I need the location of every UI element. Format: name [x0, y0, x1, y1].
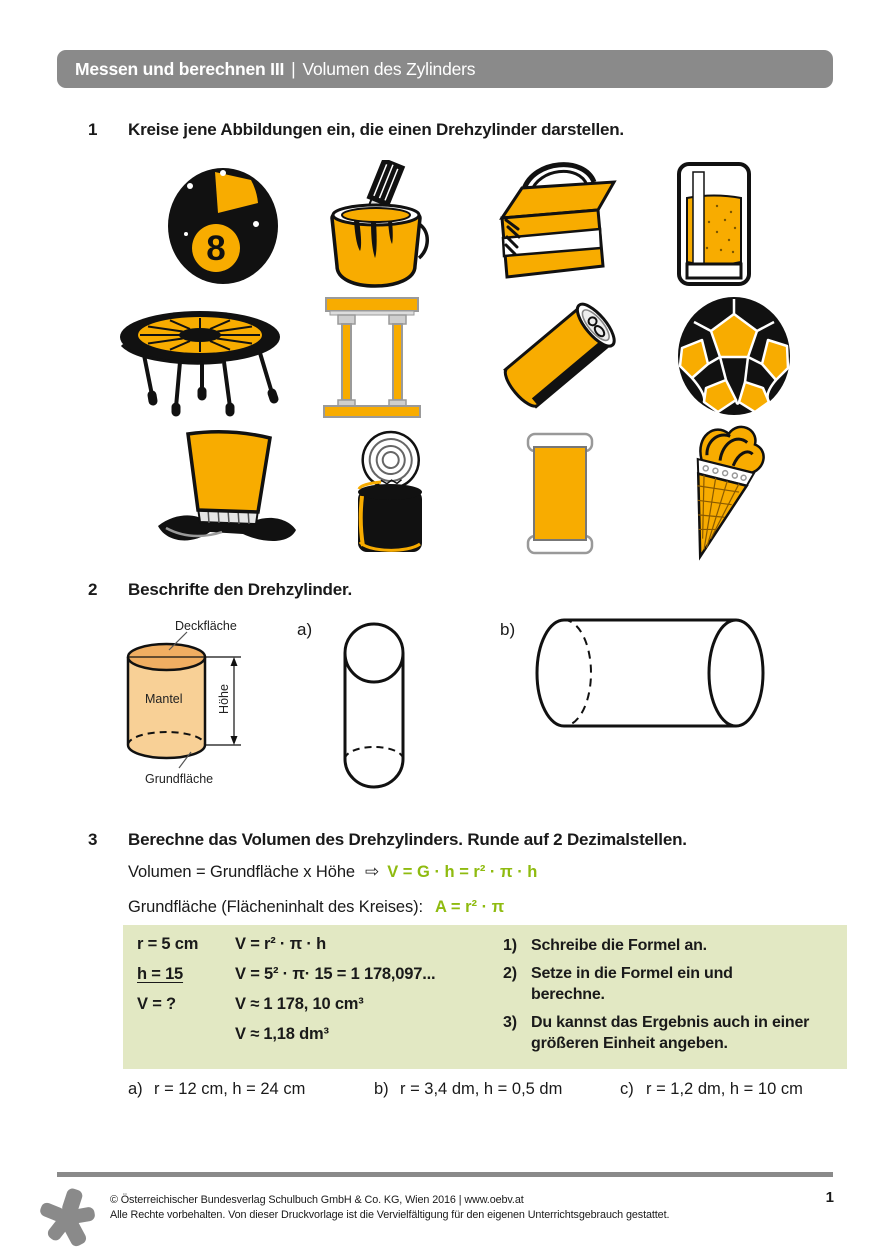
label-mantel: Mantel	[145, 692, 183, 706]
exercise-c	[620, 1080, 803, 1099]
task-3-text: Berechne das Volumen des Drehzylinders. Runde auf 2 Dezimalstellen.	[128, 830, 687, 849]
given-volume: V = ?	[137, 995, 176, 1013]
exercise-c-text: r = 1,2 dm, h = 10 cm	[646, 1080, 803, 1098]
given-radius: r = 5 cm	[137, 935, 199, 953]
formula-line-2	[128, 898, 504, 917]
subfigure-b-label: b)	[500, 620, 516, 639]
steps-list	[503, 935, 838, 1061]
paint-bucket-with-brush-icon	[316, 160, 441, 290]
footer-rule	[57, 1172, 833, 1177]
calc-line-1: V = r² · π · h	[235, 935, 326, 953]
formula-volume: V = G · h = r² · π · h	[387, 863, 538, 881]
given-height: h = 15	[137, 965, 184, 983]
formula-area: A = r² · π	[434, 898, 505, 916]
task-1-text: Kreise jene Abbildungen ein, die einen Drehzylinder darstellen.	[128, 120, 624, 139]
header-bar	[57, 50, 833, 88]
task-3-number: 3	[88, 830, 98, 849]
step-item-1	[503, 935, 838, 956]
subfigure-a-label: a)	[297, 620, 313, 639]
exercise-a	[128, 1080, 305, 1099]
formula-line-2-plain: Grundfläche (Flächeninhalt des Kreises):	[128, 898, 423, 916]
publisher-logo-icon	[36, 1186, 98, 1248]
task-1-number: 1	[88, 120, 98, 139]
step-2-number: 2)	[503, 965, 517, 982]
drinking-glass-icon	[673, 160, 755, 290]
opened-tin-can-icon	[344, 426, 442, 566]
arrow-icon: ⇨	[364, 862, 380, 881]
formula-line-1-plain: Volumen = Grundfläche x Höhe	[128, 863, 355, 881]
beverage-can-icon	[480, 296, 638, 416]
ice-cream-cone-icon	[678, 422, 766, 567]
calc-line-4: V ≈ 1,18 dm³	[235, 1025, 329, 1043]
billiard-8-ball-icon	[160, 162, 290, 290]
exercise-b	[374, 1080, 562, 1099]
column-gate-icon	[322, 292, 422, 422]
label-hoehe: Höhe	[217, 684, 231, 714]
footer-copyright: © Österreichischer Bundesverlag Schulbuch GmbH & Co. KG, Wien 2016 | www.oebv.at	[110, 1194, 524, 1206]
step-1-text: Schreibe die Formel an.	[531, 937, 707, 954]
soccer-ball-icon	[676, 294, 794, 418]
cylinder-a	[342, 622, 406, 790]
calc-line-2: V = 5² · π· 15 = 1 178,097...	[235, 965, 436, 983]
label-grundflaeche: Grundfläche	[145, 772, 214, 786]
exercise-b-label: b)	[374, 1080, 389, 1098]
task-2-text: Beschrifte den Drehzylinder.	[128, 580, 352, 599]
example-box	[123, 925, 847, 1069]
label-deckflaeche: Deckfläche	[175, 619, 237, 633]
task-2-number: 2	[88, 580, 98, 599]
exercise-a-label: a)	[128, 1080, 143, 1098]
formula-line-1	[128, 862, 537, 882]
exercise-a-text: r = 12 cm, h = 24 cm	[154, 1080, 306, 1098]
page-number: 1	[825, 1189, 834, 1206]
cylinder-tube-icon	[524, 430, 596, 557]
step-1-number: 1)	[503, 937, 517, 954]
step-2-text: Setze in die Formel ein und berechne.	[531, 965, 733, 1003]
exercise-c-label: c)	[620, 1080, 634, 1098]
step-3-text: Du kannst das Ergebnis auch in einer größeren Einheit angeben.	[531, 1014, 810, 1052]
step-item-2	[503, 963, 838, 1005]
step-item-3	[503, 1012, 838, 1054]
exercise-b-text: r = 3,4 dm, h = 0,5 dm	[400, 1080, 563, 1098]
cylinder-b	[532, 616, 770, 730]
footer-rights: Alle Rechte vorbehalten. Von dieser Druckvorlage ist die Vervielfältigung für den eigenen Unterrichtsgebrauch gestattet.	[110, 1209, 670, 1221]
toolbox-icon	[486, 158, 631, 290]
billiard-number: 8	[206, 229, 226, 268]
header-title-bold: Messen und berechnen III	[75, 59, 285, 79]
header-separator: |	[291, 59, 296, 79]
calc-line-3: V ≈ 1 178, 10 cm³	[235, 995, 364, 1013]
step-3-number: 3)	[503, 1014, 517, 1031]
header-title-regular: Volumen des Zylinders	[302, 59, 476, 79]
trampoline-icon	[112, 295, 294, 417]
top-hat-icon	[152, 428, 304, 566]
footer-text	[110, 1193, 669, 1223]
